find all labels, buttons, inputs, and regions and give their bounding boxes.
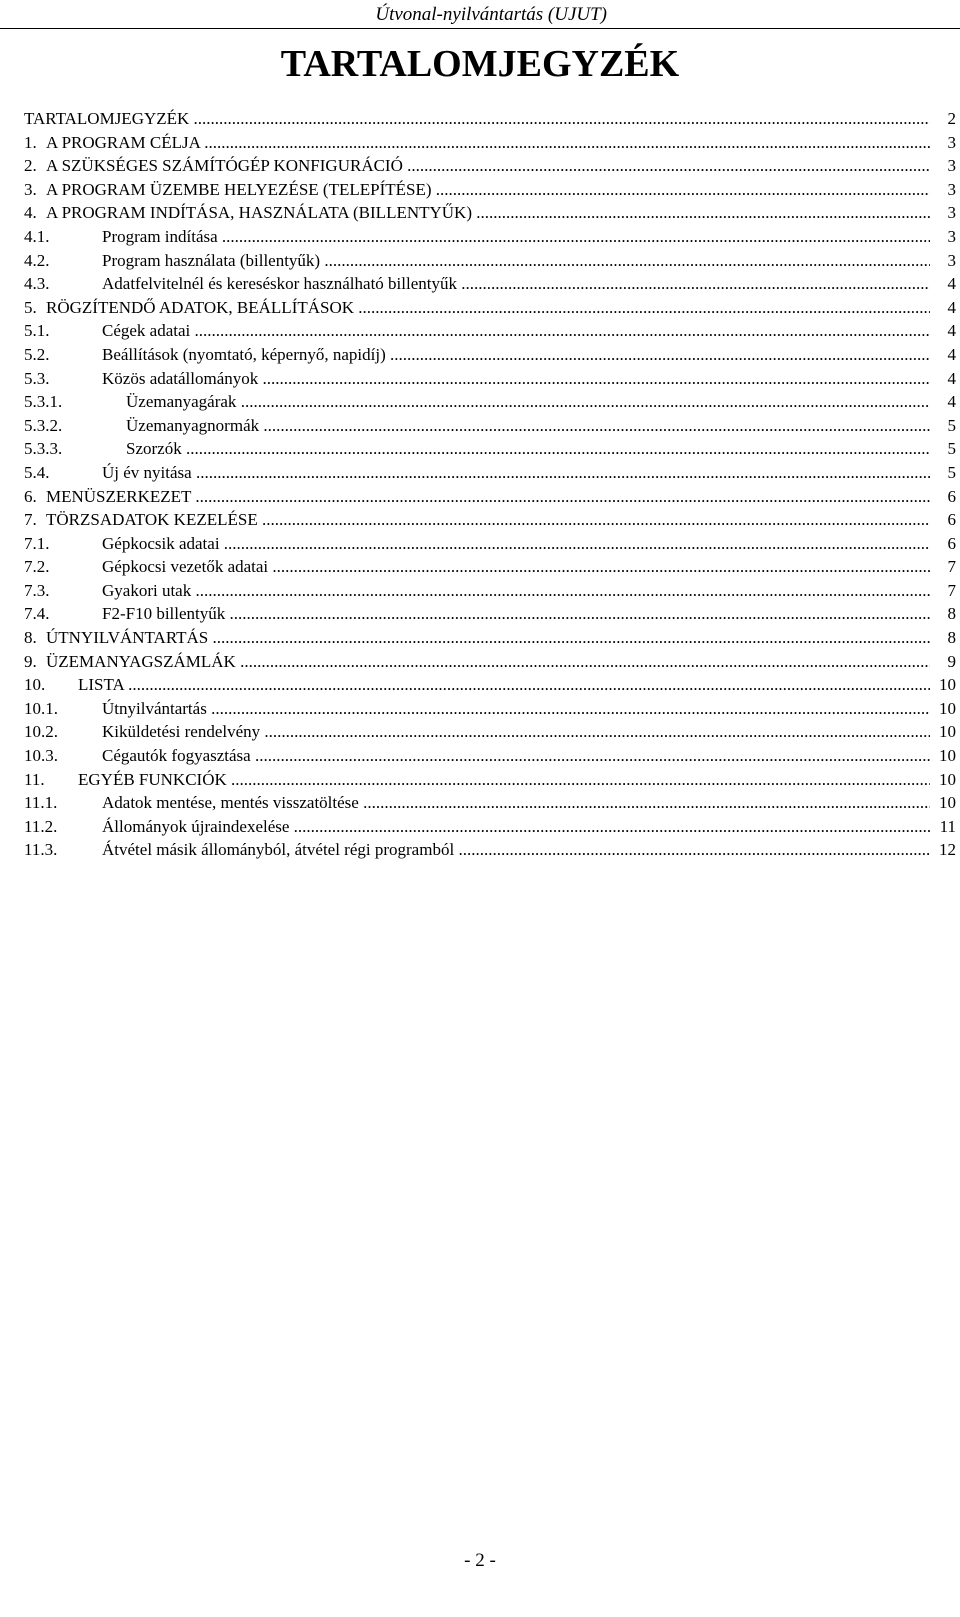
toc-entry[interactable] [24,131,956,155]
toc-entry-page: 10 [939,793,956,813]
toc-entry[interactable] [24,532,956,556]
toc-entry-number: 10.2. [24,722,58,742]
toc-entry-number: 7. [24,510,37,530]
toc-entry-page: 11 [939,816,956,836]
toc-entry-number: 5.3.1. [24,392,63,412]
toc-entry[interactable] [24,154,956,178]
page-number: - 2 - [464,1550,496,1571]
toc-entry[interactable] [24,201,956,225]
toc-entry-page: 5 [947,462,956,482]
toc-entry[interactable] [24,225,956,249]
toc-entry-number: 10.1. [24,698,58,718]
toc-entry-number: 7.3. [24,580,50,600]
toc-entry[interactable] [24,414,956,438]
toc-entry-number: 5.2. [24,344,50,364]
toc-entry-number: 1. [24,132,37,152]
toc-entry[interactable] [24,296,956,320]
toc-entry-title: Átvétel másik állományból, átvétel régi programból ..... [102,838,930,862]
toc-entry-number: 11.2. [24,816,58,836]
toc-entry-title: Közös adatállományok ..... [102,367,930,391]
toc-entry-number: 11. [24,769,45,789]
toc-entry-page: 8 [947,604,956,624]
toc-entry-page: 12 [939,840,956,860]
toc-entry-number: 5.3.3. [24,439,63,459]
toc-entry[interactable] [24,367,956,391]
toc-entry-title: ÚTNYILVÁNTARTÁS ..... [46,626,930,650]
toc-entry[interactable] [24,390,956,414]
toc-entry[interactable] [24,461,956,485]
toc-entry-number: 6. [24,486,37,506]
toc-entry[interactable] [24,768,956,792]
toc-entry-page: 6 [947,486,956,506]
toc-entry-number: 2. [24,156,37,176]
toc-entry-title: Cégek adatai ..... [102,319,930,343]
toc-entry-number: 4. [24,203,37,223]
toc-entry-title: LISTA ..... [78,673,930,697]
toc-entry-number: 9. [24,651,37,671]
toc-entry-page: 5 [947,415,956,435]
toc-entry-page: 7 [947,557,956,577]
toc-entry-page: 6 [947,533,956,553]
toc-entry-title: Cégautók fogyasztása ..... [102,744,930,768]
toc-entry[interactable] [24,437,956,461]
toc-entry-page: 2 [947,109,956,128]
toc-entry-page: 10 [939,675,956,695]
toc-entry-page: 3 [947,226,956,246]
toc-entry[interactable] [24,579,956,603]
toc-entry[interactable] [24,626,956,650]
toc-entry-title: Gépkocsi vezetők adatai ..... [102,555,930,579]
toc-entry-number: 4.3. [24,274,50,294]
toc-entry-page: 10 [939,722,956,742]
toc-entry-page: 5 [947,439,956,459]
toc-entry[interactable] [24,650,956,674]
toc-entry-number: 4.2. [24,250,50,270]
toc-entry-number: 7.2. [24,557,50,577]
toc-entry-title: Új év nyitása ..... [102,461,930,485]
toc-entry[interactable] [24,249,956,273]
toc-entry[interactable] [24,602,956,626]
toc-entry-page: 3 [947,203,956,223]
toc-entry-title: Kiküldetési rendelvény ..... [102,720,930,744]
toc-entry-page: 3 [947,250,956,270]
toc-entry-number: 8. [24,628,37,648]
toc-entry[interactable] [24,272,956,296]
toc-entry[interactable] [24,178,956,202]
toc-entry-page: 4 [947,368,956,388]
toc-entry[interactable] [24,107,956,131]
toc-entry-page: 9 [947,651,956,671]
toc-entry-page: 3 [947,132,956,152]
toc-entry-number: 10. [24,675,46,695]
toc-entry-title: A SZÜKSÉGES SZÁMÍTÓGÉP KONFIGURÁCIÓ ..... [46,154,930,178]
toc-entry-number: 5.3. [24,368,50,388]
toc-entry-title: Program indítása ..... [102,225,930,249]
toc-entry-number: 4.1. [24,226,50,246]
toc-title: TARTALOMJEGYZÉK [280,43,680,85]
toc-entry-page: 4 [947,274,956,294]
toc-entry-title: Üzemanyagárak ..... [126,390,930,414]
toc-entry-title: A PROGRAM ÜZEMBE HELYEZÉSE (TELEPÍTÉSE) ..... [46,178,930,202]
toc-entry-title: Szorzók ..... [126,437,930,461]
toc-entry-title: EGYÉB FUNKCIÓK ..... [78,768,930,792]
toc-entry-title: TÖRZSADATOK KEZELÉSE ..... [46,508,930,532]
toc-entry-number: 5.3.2. [24,415,63,435]
toc-entry-title: Adatfelvitelnél és kereséskor használható billentyűk ..... [102,272,930,296]
toc-entry[interactable] [24,485,956,509]
toc-entry-page: 3 [947,156,956,176]
toc-entry-page: 10 [939,698,956,718]
toc-entry-number: 5.4. [24,462,50,482]
toc-entry[interactable] [24,744,956,768]
table-of-contents [24,107,956,862]
toc-entry-number: 10.3. [24,746,58,766]
toc-entry[interactable] [24,720,956,744]
toc-entry[interactable] [24,555,956,579]
toc-entry[interactable] [24,508,956,532]
toc-entry[interactable] [24,319,956,343]
toc-entry-page: 4 [947,344,956,364]
toc-entry-title: RÖGZÍTENDŐ ADATOK, BEÁLLÍTÁSOK ..... [46,296,930,320]
toc-entry-title: TARTALOMJEGYZÉK ..... [24,107,930,131]
toc-entry[interactable] [24,673,956,697]
toc-entry-number: 7.1. [24,533,50,553]
toc-entry-page: 7 [947,580,956,600]
toc-entry[interactable] [24,343,956,367]
toc-entry-number: 3. [24,179,37,199]
toc-entry-page: 6 [947,510,956,530]
toc-entry-title: Útnyilvántartás ..... [102,697,930,721]
toc-entry-page: 8 [947,628,956,648]
toc-entry-title: Üzemanyagnormák ..... [126,414,930,438]
toc-entry[interactable] [24,697,956,721]
toc-entry-title: A PROGRAM INDÍTÁSA, HASZNÁLATA (BILLENTYŰK) ..... [46,201,930,225]
toc-entry[interactable] [24,791,956,815]
toc-entry-page: 10 [939,746,956,766]
running-header: Útvonal-nyilvántartás (UJUT) [375,4,607,25]
header-rule [0,28,960,29]
toc-entry-page: 4 [947,321,956,341]
toc-entry-number: 11.1. [24,793,58,813]
toc-entry-title: Beállítások (nyomtató, képernyő, napidíj) ..... [102,343,930,367]
toc-entry-page: 4 [947,392,956,412]
toc-entry-page: 10 [939,769,956,789]
toc-entry[interactable] [24,838,956,862]
toc-entry-page: 4 [947,297,956,317]
toc-entry-number: 7.4. [24,604,50,624]
toc-entry-number: 5. [24,297,37,317]
toc-entry-page: 3 [947,179,956,199]
toc-entry-title: ÜZEMANYAGSZÁMLÁK ..... [46,650,930,674]
toc-entry-title: F2-F10 billentyűk ..... [102,602,930,626]
toc-entry-title: Adatok mentése, mentés visszatöltése ..... [102,791,930,815]
toc-entry-number: 5.1. [24,321,50,341]
toc-entry-title: Program használata (billentyűk) ..... [102,249,930,273]
toc-entry-number: 11.3. [24,840,58,860]
toc-entry-title: Állományok újraindexelése ..... [102,815,930,839]
toc-entry[interactable] [24,815,956,839]
toc-entry-title: A PROGRAM CÉLJA ..... [46,131,930,155]
toc-entry-title: Gépkocsik adatai ..... [102,532,930,556]
toc-entry-title: MENÜSZERKEZET ..... [46,485,930,509]
toc-entry-title: Gyakori utak ..... [102,579,930,603]
